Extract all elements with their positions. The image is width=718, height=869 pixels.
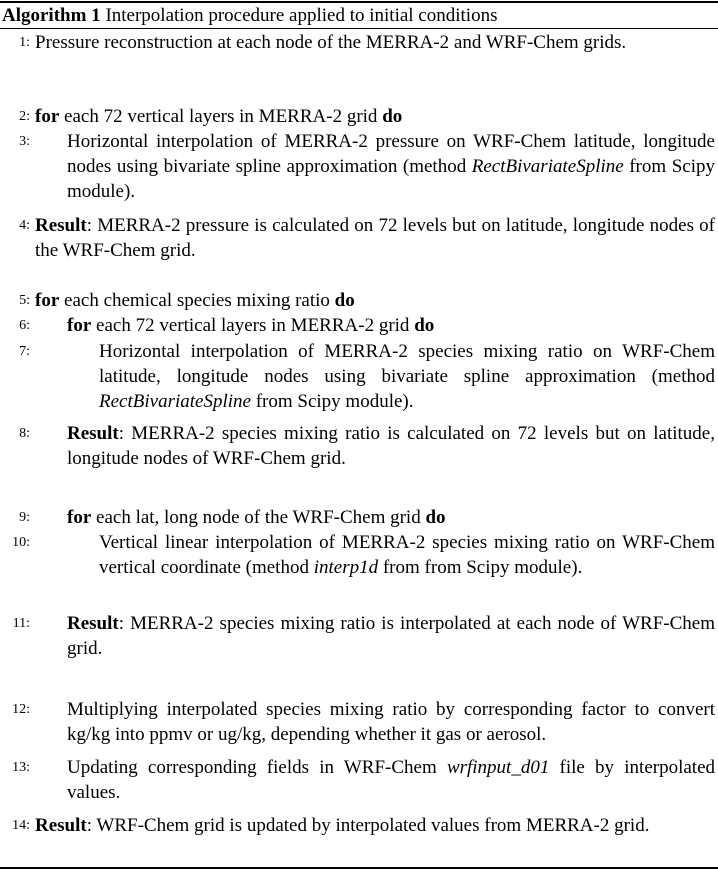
algorithm-caption bbox=[2, 5, 497, 27]
algorithm-title: Interpolation procedure applied to initial conditions bbox=[105, 5, 498, 26]
line-number: 9: bbox=[19, 510, 30, 525]
algorithm-label: Algorithm 1 bbox=[2, 5, 101, 26]
caption-rule bbox=[0, 28, 718, 29]
line-text: for each 72 vertical layers in MERRA-2 grid do bbox=[67, 315, 435, 336]
line-text: Result: MERRA-2 species mixing ratio is interpolated at each node of WRF-Chem grid. bbox=[67, 613, 715, 659]
line-text: Result: WRF-Chem grid is updated by interpolated values from MERRA-2 grid. bbox=[35, 815, 650, 836]
line-number: 14: bbox=[12, 818, 30, 833]
line-text: for each 72 vertical layers in MERRA-2 grid do bbox=[35, 106, 403, 127]
do-keyword: do bbox=[414, 315, 435, 336]
line-number: 7: bbox=[19, 344, 30, 359]
line-text: Horizontal interpolation of MERRA-2 species mixing ratio on WRF-Chem latitude, longitude nodes using bivariate spline approximation (method RectBivariateSpline from Scipy module). bbox=[99, 341, 715, 412]
line-text: Horizontal interpolation of MERRA-2 pressure on WRF-Chem latitude, longitude nodes using bivariate spline approximation (method RectBivariateSpline from Scipy module). bbox=[67, 131, 715, 202]
line-number: 2: bbox=[19, 109, 30, 124]
line-number: 3: bbox=[19, 134, 30, 149]
line-number: 12: bbox=[12, 702, 30, 717]
line-text: Pressure reconstruction at each node of the MERRA-2 and WRF-Chem grids. bbox=[35, 32, 627, 53]
line-text: for each chemical species mixing ratio do bbox=[35, 290, 355, 311]
top-rule bbox=[0, 1, 718, 3]
line-text: Result: MERRA-2 species mixing ratio is calculated on 72 levels but on latitude, longitude nodes of WRF-Chem grid. bbox=[67, 423, 715, 469]
line-text: Multiplying interpolated species mixing ratio by corresponding factor to convert kg/kg into ppmv or ug/kg, depending whether it gas or aerosol. bbox=[67, 699, 715, 745]
result-keyword: Result bbox=[35, 215, 87, 236]
do-keyword: do bbox=[425, 507, 446, 528]
for-keyword: for bbox=[35, 290, 60, 311]
line-number: 1: bbox=[19, 35, 30, 50]
line-text: Result: MERRA-2 pressure is calculated on 72 levels but on latitude, longitude nodes of the WRF-Chem grid. bbox=[35, 215, 715, 261]
result-keyword: Result bbox=[67, 613, 119, 634]
line-number: 4: bbox=[19, 218, 30, 233]
do-keyword: do bbox=[334, 290, 355, 311]
result-keyword: Result bbox=[35, 815, 87, 836]
line-number: 13: bbox=[12, 760, 30, 775]
line-text: Updating corresponding fields in WRF-Chem wrfinput_d01 file by interpolated values. bbox=[67, 757, 716, 803]
method-name: RectBivariateSpline bbox=[471, 156, 624, 177]
line-number: 5: bbox=[19, 293, 30, 308]
result-keyword: Result bbox=[67, 423, 119, 444]
line-number: 11: bbox=[12, 616, 30, 631]
method-name: RectBivariateSpline bbox=[99, 391, 251, 412]
line-number: 8: bbox=[19, 426, 30, 441]
do-keyword: do bbox=[382, 106, 403, 127]
method-name: interp1d bbox=[313, 557, 379, 578]
for-keyword: for bbox=[35, 106, 60, 127]
line-text: Vertical linear interpolation of MERRA-2 species mixing ratio on WRF-Chem vertical coordinate (method interp1d from from Scipy module). bbox=[99, 532, 715, 578]
for-keyword: for bbox=[67, 315, 92, 336]
line-number: 10: bbox=[12, 535, 30, 550]
line-number: 6: bbox=[19, 318, 30, 333]
filename: wrfinput_d01 bbox=[446, 757, 550, 778]
line-text: for each lat, long node of the WRF-Chem grid do bbox=[67, 507, 446, 528]
for-keyword: for bbox=[67, 507, 92, 528]
